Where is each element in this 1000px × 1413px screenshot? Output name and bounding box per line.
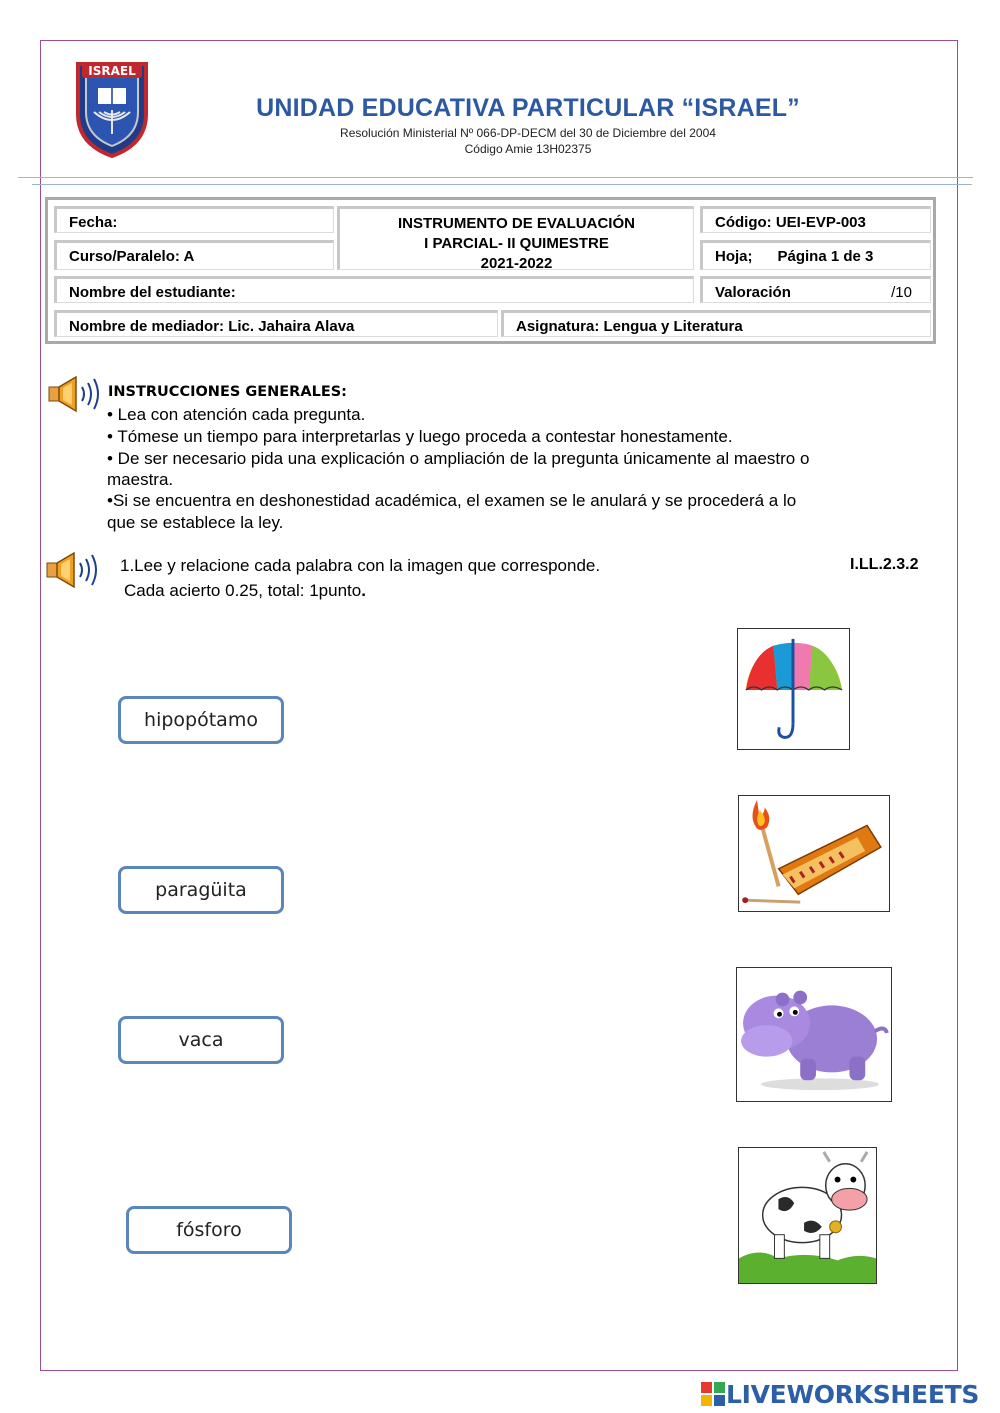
info-table: [45, 197, 936, 344]
instrumento-year: 2021-2022: [480, 255, 553, 272]
word-box-fosforo[interactable]: fósforo: [126, 1206, 292, 1254]
header-rule-bottom: [32, 184, 972, 185]
instrumento-title: INSTRUMENTO DE EVALUACIÓN: [398, 215, 635, 232]
liveworksheets-logo: [700, 1378, 979, 1410]
hippopotamus-image[interactable]: [736, 967, 892, 1102]
instruction-line: maestra.: [107, 470, 174, 489]
instruction-line: • Lea con atención cada pregunta.: [107, 405, 366, 424]
ministerial-resolution: Resolución Ministerial Nº 066-DP-DECM del 30 de Diciembre del 2004: [340, 126, 716, 140]
word-box-paraguita[interactable]: paragüita: [118, 866, 284, 914]
valoracion-score: /10: [891, 284, 912, 301]
instruction-line: que se establece la ley.: [107, 513, 284, 532]
instructions-title: INSTRUCCIONES GENERALES:: [108, 384, 347, 400]
word-box-hipopotamo[interactable]: hipopótamo: [118, 696, 284, 744]
school-name: UNIDAD EDUCATIVA PARTICULAR “ISRAEL”: [256, 94, 800, 122]
instruction-line: • Tómese un tiempo para interpretarlas y luego proceda a contestar honestamente.: [107, 427, 733, 446]
instruction-line: •Si se encuentra en deshonestidad académica, el examen se le anulará y se procederá a lo: [107, 491, 797, 510]
question-1-text: 1.Lee y relacione cada palabra con la imagen que corresponde.: [120, 556, 601, 575]
instrumento-parcial: I PARCIAL- II QUIMESTRE: [424, 235, 609, 252]
valoracion-label: Valoración: [715, 284, 791, 301]
fecha-cell: Fecha:: [54, 206, 334, 233]
mediador-cell: Nombre de mediador: Lic. Jahaira Alava: [54, 310, 498, 337]
codigo-cell: Código: UEI-EVP-003: [700, 206, 931, 233]
speaker-icon[interactable]: [46, 374, 104, 414]
liveworksheets-brand: LIVEWORKSHEETS: [726, 1379, 980, 1409]
speaker-icon[interactable]: [44, 550, 102, 590]
scoring-end: .: [361, 581, 366, 600]
umbrella-image[interactable]: [737, 628, 850, 750]
amie-code: Código Amie 13H02375: [464, 142, 592, 156]
curso-cell: Curso/Paralelo: A: [54, 240, 334, 270]
scoring-text: Cada acierto 0.25, total: 1punto: [124, 581, 362, 600]
match-image[interactable]: [738, 795, 890, 912]
hoja-cell: Hoja; Página 1 de 3: [700, 240, 931, 270]
instrumento-cell: [337, 206, 694, 270]
school-logo: [72, 56, 152, 158]
cow-image[interactable]: [738, 1147, 877, 1284]
logo-text: ISRAEL: [88, 64, 136, 78]
nombre-estudiante-cell: Nombre del estudiante:: [54, 276, 694, 303]
header-rule-top: [18, 177, 973, 178]
question-1-scoring: [124, 581, 366, 601]
liveworksheets-icon: [700, 1381, 726, 1407]
asignatura-cell: Asignatura: Lengua y Literatura: [501, 310, 931, 337]
word-box-vaca[interactable]: vaca: [118, 1016, 284, 1064]
instruction-line: • De ser necesario pida una explicación o ampliación de la pregunta únicamente al maestro o: [107, 449, 810, 468]
valoracion-cell: [700, 276, 931, 303]
question-1-code: I.LL.2.3.2: [850, 556, 919, 573]
